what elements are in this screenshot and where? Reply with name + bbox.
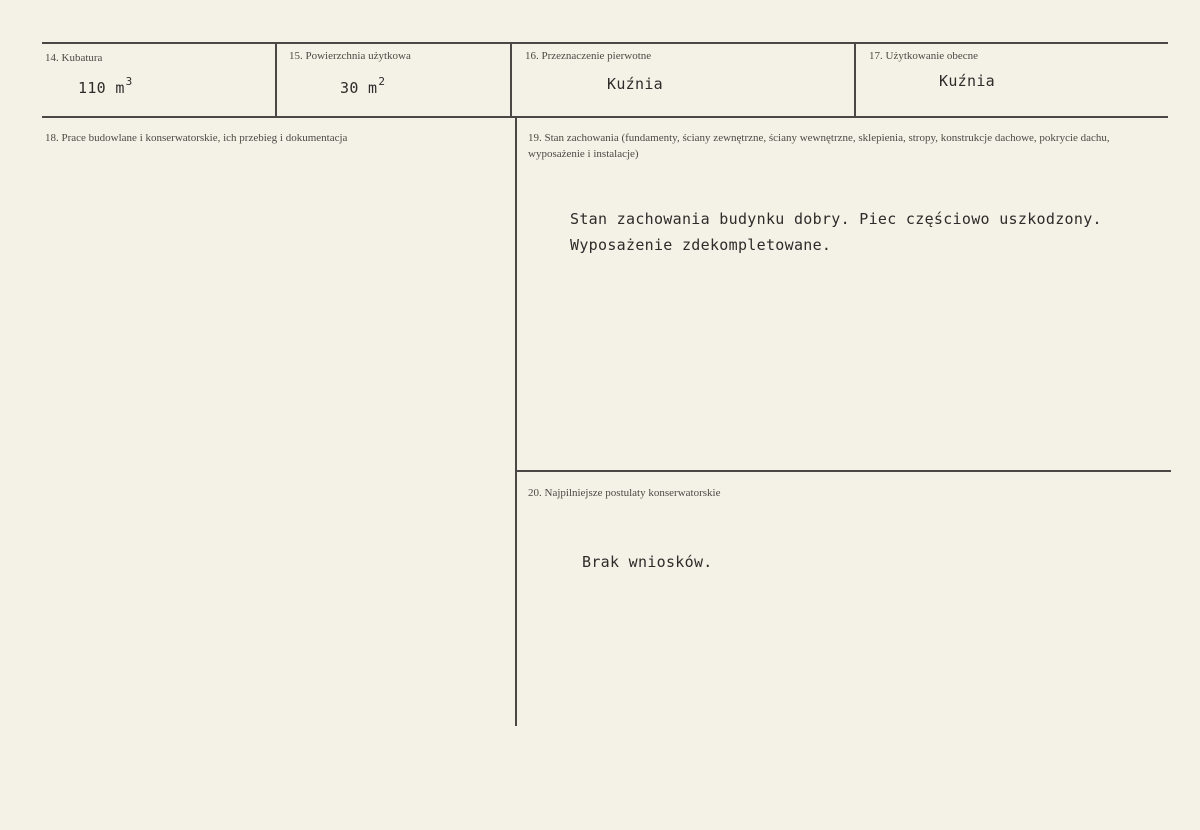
prace-label: 18. Prace budowlane i konserwatorskie, ich przebieg i dokumentacja xyxy=(45,132,348,144)
main-column-divider xyxy=(515,118,517,726)
powierzchnia-label: 15. Powierzchnia użytkowa xyxy=(289,50,411,62)
uzytkowanie-value: Kuźnia xyxy=(939,72,995,90)
kubatura-label: 14. Kubatura xyxy=(45,52,103,64)
divider-15-16 xyxy=(510,43,512,116)
section-20-rule xyxy=(515,470,1171,472)
kubatura-value xyxy=(78,75,133,97)
stan-line-2: Wyposażenie zdekompletowane. xyxy=(570,236,832,254)
powierzchnia-number: 30 m xyxy=(340,79,378,97)
header-bottom-rule xyxy=(42,116,1168,118)
stan-line-1: Stan zachowania budynku dobry. Piec częściowo uszkodzony. xyxy=(570,210,1102,228)
kubatura-number: 110 m xyxy=(78,79,125,97)
postulaty-label: 20. Najpilniejsze postulaty konserwatorskie xyxy=(528,487,721,499)
divider-14-15 xyxy=(275,43,277,116)
przeznaczenie-label: 16. Przeznaczenie pierwotne xyxy=(525,50,652,62)
divider-16-17 xyxy=(854,43,856,116)
uzytkowanie-label: 17. Użytkowanie obecne xyxy=(869,50,979,62)
postulaty-value: Brak wniosków. xyxy=(582,553,713,571)
stan-label: 19. Stan zachowania (fundamenty, ściany zewnętrzne, ściany wewnętrzne, sklepienia, stropy, konstrukcje dachowe, pokrycie dachu, wyposażenie i instalacje) xyxy=(528,132,1110,160)
powierzchnia-value xyxy=(340,75,386,97)
powierzchnia-exponent: 2 xyxy=(378,75,386,88)
kubatura-exponent: 3 xyxy=(125,75,133,88)
top-rule xyxy=(42,42,1168,44)
przeznaczenie-value: Kuźnia xyxy=(607,75,663,93)
